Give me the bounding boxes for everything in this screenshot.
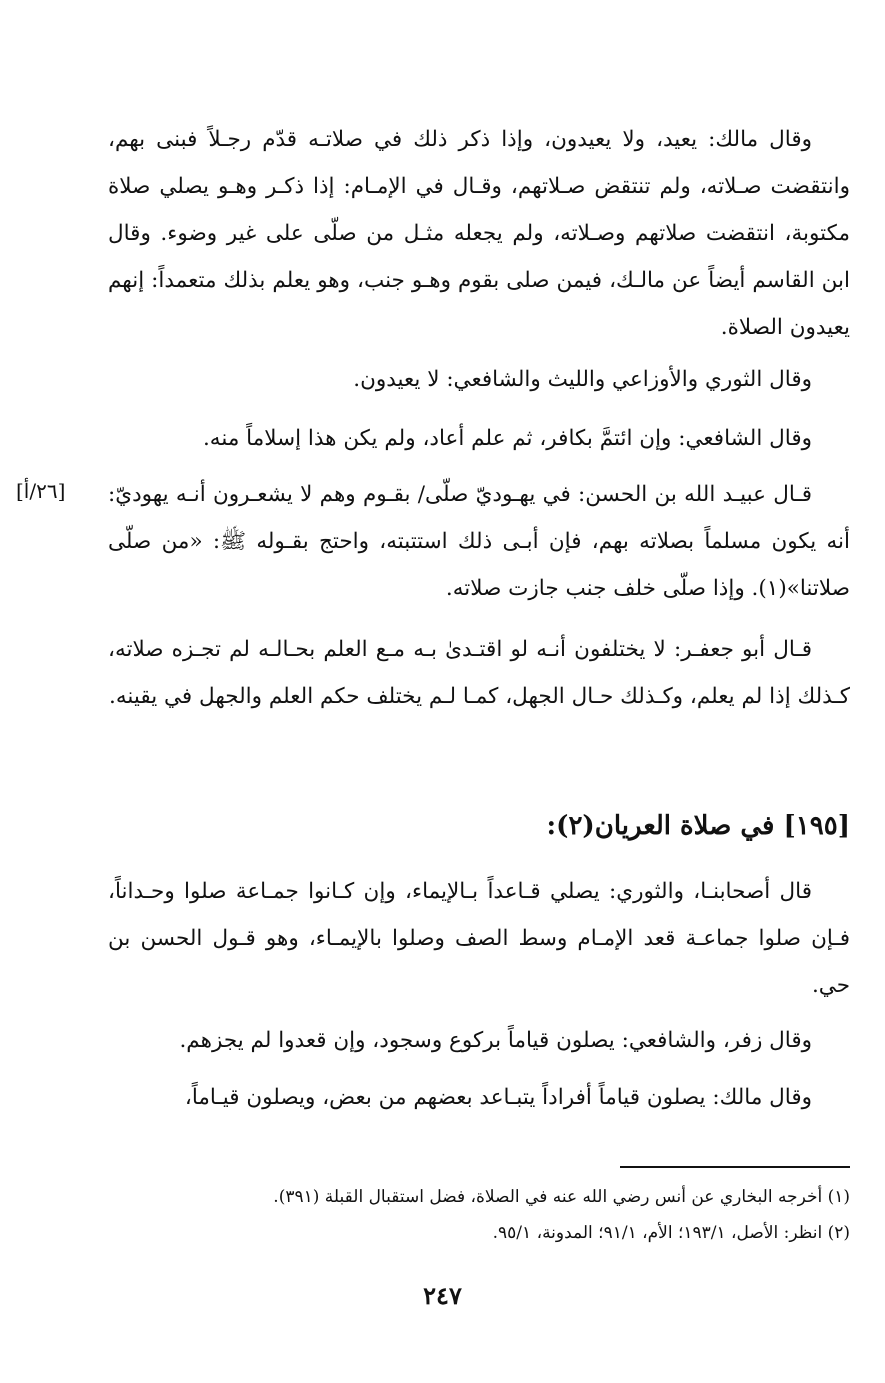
paragraph-text: وقال مالك: يعيد، ولا يعيدون، وإذا ذكر ذلك في صلاتـه قدّم رجـلاً فبنى بهم، وانتقضت صـلاته، ولم تنتقض صـلاتهم، وقـال في الإمـام: إذا ذكـر وهـو يصلي صلاة مكتوبة، انتقضت صلاتهم وصـلاته، ولم يجعله مثـل من صلّى على غير وضوء. وقال ابن القاسم أيضاً عن مالـك، فيمن صلى بقوم وهـو جنب، وهو يعلم بذلك متعمداً: إنهم يعيدون الصلاة. — [108, 127, 850, 340]
footnote-divider — [620, 1166, 850, 1168]
section-heading: [١٩٥] في صلاة العريان(٢): — [546, 811, 850, 841]
paragraph-text: وقال زفر، والشافعي: يصلون قياماً بركوع وسجود، وإن قعدوا لم يجزهم. — [179, 1028, 812, 1053]
paragraph-malik-repeat — [108, 116, 850, 351]
margin-folio-note: [٢٦/أ] — [16, 479, 66, 503]
footnote-2: (٢) انظر: الأصل، ١٩٣/١؛ الأم، ٩١/١؛ المدونة، ٩٥/١. — [492, 1223, 850, 1243]
paragraph-zufar — [108, 1017, 850, 1064]
paragraph-ubaydullah — [108, 471, 850, 612]
paragraph-text: وقال مالك: يصلون قياماً أفراداً يتبـاعد بعضهم من بعض، ويصلون قيـاماً، — [184, 1085, 812, 1110]
paragraph-text: قـال أبو جعفـر: لا يختلفون أنـه لو اقتـدىٰ بـه مـع العلم بحـالـه لم تجـزه صلاته، كـذلك إذا لم يعلم، وكـذلك حـال الجهل، كمـا لـم يختلف حكم العلم والجهل في يقينه. — [108, 637, 850, 709]
paragraph-text: قـال عبيـد الله بن الحسن: في يهـوديّ صلّى/ بقـوم وهم لا يشعـرون أنـه يهوديّ: أنه يكون مسلماً بصلاته بهم، فإن أبـى ذلك استتبته، واحتج بقـوله ﷺ: «من صلّى صلاتنا»(١). وإذا صلّى خلف جنب جازت صلاته. — [108, 482, 850, 601]
paragraph-thawri — [108, 356, 850, 403]
paragraph-text: وقال الثوري والأوزاعي والليث والشافعي: لا يعيدون. — [353, 367, 812, 392]
paragraph-text: وقال الشافعي: وإن ائتمَّ بكافر، ثم علم أعاد، ولم يكن هذا إسلاماً منه. — [202, 426, 812, 451]
paragraph-ashabuna — [108, 868, 850, 1009]
page-number: ٢٤٧ — [423, 1281, 462, 1310]
paragraph-text: قال أصحابنـا، والثوري: يصلي قـاعداً بـالإيماء، وإن كـانوا جمـاعة صلوا وحـداناً، فـإن صلوا جماعـة قعد الإمـام وسط الصف وصلوا بالإيمـاء، وهو قـول الحسن بن حي. — [108, 879, 850, 998]
footnote-1: (١) أخرجه البخاري عن أنس رضي الله عنه في الصلاة، فضل استقبال القبلة (٣٩١). — [273, 1187, 850, 1207]
paragraph-abu-jafar — [108, 626, 850, 720]
paragraph-shafii-kafir — [108, 415, 850, 462]
paragraph-malik-naked — [108, 1074, 850, 1121]
